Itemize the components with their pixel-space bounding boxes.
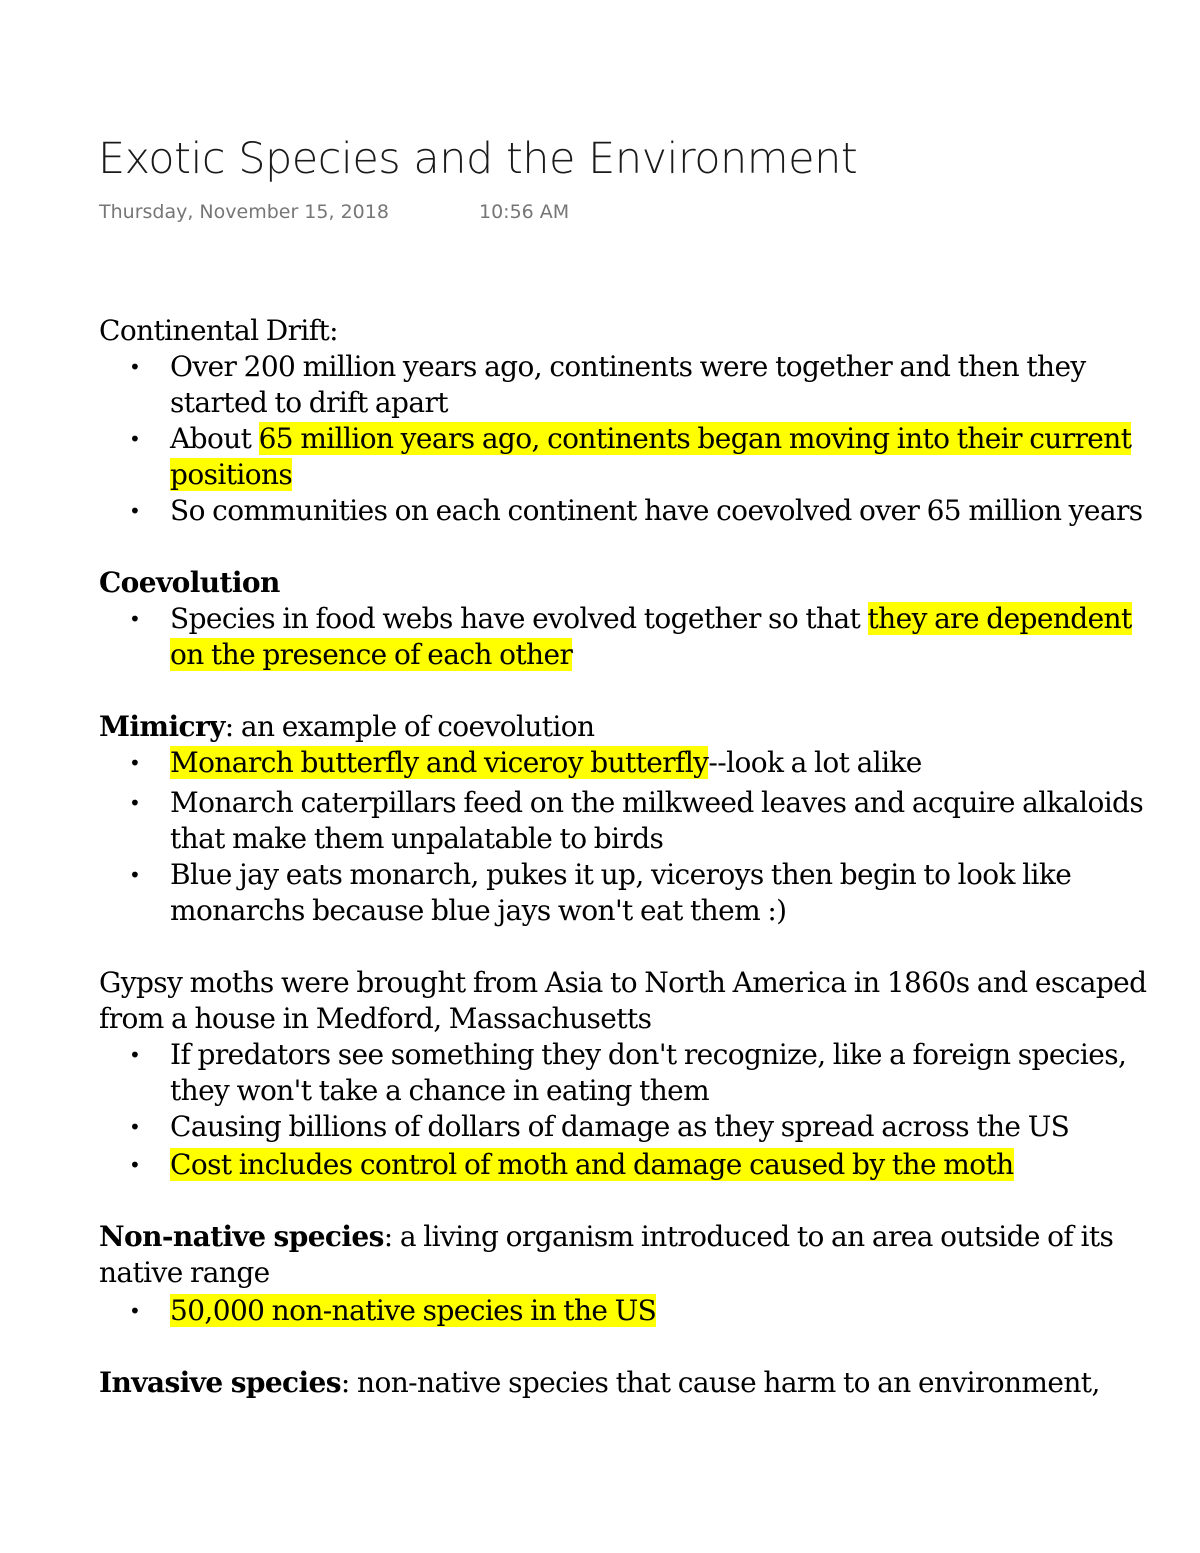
list-item: • Monarch butterfly and viceroy butterfly--look a lot alike xyxy=(129,746,922,779)
page-title: Exotic Species and the Environment xyxy=(98,134,858,184)
term: Mimicry xyxy=(99,710,225,743)
section-heading-continental-drift: Continental Drift: xyxy=(99,314,338,347)
gypsy-moths-intro: Gypsy moths were brought from Asia to North America in 1860s and escaped from a house in Medford, Massachusetts xyxy=(99,966,1147,1035)
list-item xyxy=(99,1147,1169,1183)
highlighted-text: 65 million years ago, continents began moving into their current positions xyxy=(170,422,1132,491)
bullet-icon: • xyxy=(129,791,141,815)
list-item: • If predators see something they don't recognize, like a foreign species, they won't take a chance in eating them xyxy=(129,1038,1127,1107)
bullet-icon: • xyxy=(129,1043,141,1067)
term: Non-native species xyxy=(99,1220,384,1253)
invasive-definition: Invasive species: non-native species that cause harm to an environment, xyxy=(99,1366,1100,1399)
list-item: • Monarch caterpillars feed on the milkweed leaves and acquire alkaloids that make them unpalatable to birds xyxy=(129,786,1144,855)
bullet-icon: • xyxy=(129,1153,141,1177)
gypsy-moths-list xyxy=(99,1037,1169,1183)
highlighted-text: 50,000 non-native species in the US xyxy=(170,1294,657,1327)
continental-drift-list xyxy=(99,349,1169,529)
bullet-icon: • xyxy=(129,751,141,775)
bullet-icon: • xyxy=(129,1115,141,1139)
list-item xyxy=(99,1293,1169,1329)
highlighted-text: Cost includes control of moth and damage caused by the moth xyxy=(170,1148,1014,1181)
bullet-icon: • xyxy=(129,1299,141,1323)
bullet-icon: • xyxy=(129,427,141,451)
list-item: • Over 200 million years ago, continents were together and then they started to drift apart xyxy=(129,350,1086,419)
highlighted-text: they are dependent on the presence of each other xyxy=(170,602,1132,671)
list-item: • So communities on each continent have coevolved over 65 million years xyxy=(129,494,1143,527)
non-native-list xyxy=(99,1293,1169,1329)
coevolution-list xyxy=(99,601,1169,673)
mimicry-list xyxy=(99,745,1169,929)
list-item: • Species in food webs have evolved together so that they are dependent on the presence of each other xyxy=(129,602,1132,671)
bullet-icon: • xyxy=(129,863,141,887)
bullet-icon: • xyxy=(129,499,141,523)
note-date: Thursday, November 15, 2018 xyxy=(99,201,389,223)
highlighted-text: Monarch butterfly and viceroy butterfly xyxy=(170,746,709,779)
section-heading-mimicry: Mimicry: an example of coevolution xyxy=(99,710,595,743)
note-time: 10:56 AM xyxy=(479,201,570,223)
list-item: • Causing billions of dollars of damage as they spread across the US xyxy=(129,1110,1070,1143)
non-native-definition: Non-native species: a living organism introduced to an area outside of its native range xyxy=(99,1220,1114,1289)
list-item: • Blue jay eats monarch, pukes it up, viceroys then begin to look like monarchs because blue jays won't eat them :) xyxy=(129,858,1072,927)
note-body xyxy=(99,313,1169,1401)
term: Invasive species xyxy=(99,1366,341,1399)
section-heading-coevolution: Coevolution xyxy=(99,566,280,599)
bullet-icon: • xyxy=(129,355,141,379)
bullet-icon: • xyxy=(129,607,141,631)
list-item: • About 65 million years ago, continents began moving into their current positions xyxy=(129,422,1132,491)
